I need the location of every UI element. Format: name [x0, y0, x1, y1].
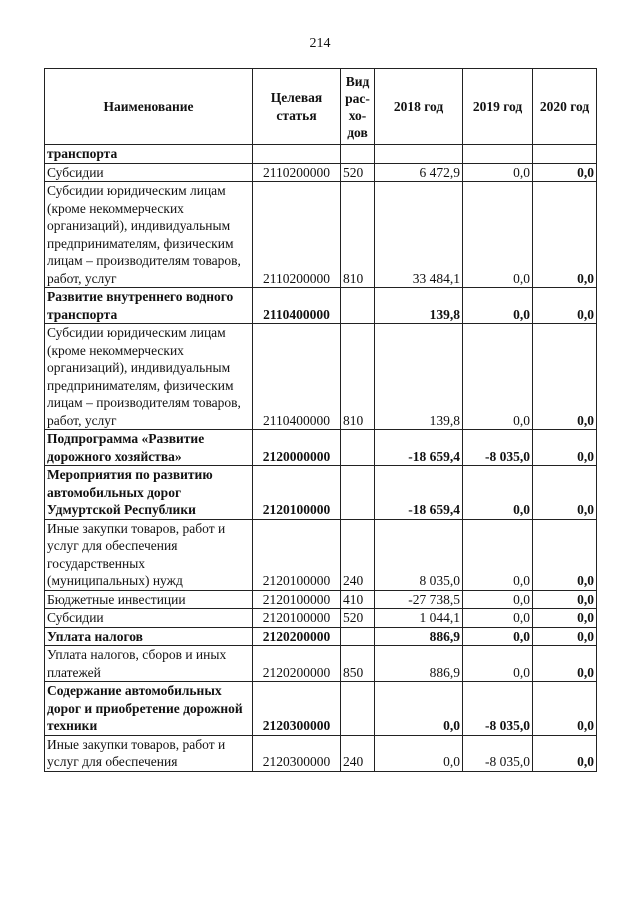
cell-vid: 810 — [341, 182, 375, 288]
cell-2019: 0,0 — [463, 627, 533, 646]
cell-2020: 0,0 — [533, 182, 597, 288]
cell-2020: 0,0 — [533, 646, 597, 682]
cell-vid: 240 — [341, 735, 375, 771]
table-row — [45, 324, 597, 430]
cell-2020: 0,0 — [533, 609, 597, 628]
cell-2020: 0,0 — [533, 430, 597, 466]
cell-2018: 8 035,0 — [375, 519, 463, 590]
header-name: Наименование — [45, 69, 253, 145]
cell-name: Развитие внутреннего водного транспорта — [45, 288, 253, 324]
cell-2019: -8 035,0 — [463, 735, 533, 771]
cell-2019: 0,0 — [463, 288, 533, 324]
table-row — [45, 466, 597, 520]
cell-2019: -8 035,0 — [463, 682, 533, 736]
cell-code: 2120300000 — [253, 735, 341, 771]
cell-2020: 0,0 — [533, 627, 597, 646]
header-2018: 2018 год — [375, 69, 463, 145]
cell-code — [253, 145, 341, 164]
cell-vid — [341, 682, 375, 736]
cell-2020: 0,0 — [533, 735, 597, 771]
cell-name: Содержание автомобильных дорог и приобретение дорожной техники — [45, 682, 253, 736]
header-2020: 2020 год — [533, 69, 597, 145]
cell-2018: 886,9 — [375, 627, 463, 646]
table-row — [45, 430, 597, 466]
cell-code: 2120100000 — [253, 609, 341, 628]
cell-vid: 520 — [341, 609, 375, 628]
cell-vid: 410 — [341, 590, 375, 609]
header-vid: Вид рас-хо-дов — [341, 69, 375, 145]
cell-2018: 139,8 — [375, 324, 463, 430]
cell-code: 2110400000 — [253, 324, 341, 430]
cell-name: Субсидии юридическим лицам (кроме некоммерческих организаций), индивидуальным предпринимателям, физическим лицам – производителям товаров, работ, услуг — [45, 324, 253, 430]
cell-2019: 0,0 — [463, 609, 533, 628]
cell-2019 — [463, 145, 533, 164]
cell-vid — [341, 430, 375, 466]
page-number: 214 — [309, 36, 331, 51]
header-2019: 2019 год — [463, 69, 533, 145]
cell-name: транспорта — [45, 145, 253, 164]
table-row — [45, 163, 597, 182]
table-row — [45, 609, 597, 628]
cell-name: Иные закупки товаров, работ и услуг для обеспечения государственных (муниципальных) нужд — [45, 519, 253, 590]
cell-code: 2120100000 — [253, 590, 341, 609]
cell-2019: 0,0 — [463, 466, 533, 520]
cell-2019: 0,0 — [463, 163, 533, 182]
table-row — [45, 735, 597, 771]
table-row — [45, 519, 597, 590]
table-row — [45, 590, 597, 609]
cell-name: Субсидии юридическим лицам (кроме некоммерческих организаций), индивидуальным предпринимателям, физическим лицам – производителям товаров, работ, услуг — [45, 182, 253, 288]
cell-2019: -8 035,0 — [463, 430, 533, 466]
cell-2019: 0,0 — [463, 324, 533, 430]
cell-2019: 0,0 — [463, 182, 533, 288]
cell-name: Уплата налогов, сборов и иных платежей — [45, 646, 253, 682]
cell-code: 2110200000 — [253, 163, 341, 182]
cell-2018 — [375, 145, 463, 164]
cell-2020: 0,0 — [533, 519, 597, 590]
cell-2020: 0,0 — [533, 288, 597, 324]
table-row — [45, 682, 597, 736]
table-row — [45, 182, 597, 288]
cell-2020: 0,0 — [533, 163, 597, 182]
table-row — [45, 145, 597, 164]
cell-2018: 6 472,9 — [375, 163, 463, 182]
cell-2019: 0,0 — [463, 646, 533, 682]
cell-2020 — [533, 145, 597, 164]
cell-vid: 240 — [341, 519, 375, 590]
cell-vid: 810 — [341, 324, 375, 430]
cell-code: 2120100000 — [253, 466, 341, 520]
table-row — [45, 288, 597, 324]
cell-code: 2110200000 — [253, 182, 341, 288]
cell-name: Мероприятия по развитию автомобильных дорог Удмуртской Республики — [45, 466, 253, 520]
cell-vid — [341, 288, 375, 324]
cell-name: Подпрограмма «Развитие дорожного хозяйства» — [45, 430, 253, 466]
cell-2020: 0,0 — [533, 682, 597, 736]
cell-2018: -18 659,4 — [375, 430, 463, 466]
cell-name: Иные закупки товаров, работ и услуг для обеспечения — [45, 735, 253, 771]
cell-code: 2110400000 — [253, 288, 341, 324]
cell-2019: 0,0 — [463, 519, 533, 590]
table-header-row — [45, 69, 597, 145]
cell-2018: 0,0 — [375, 735, 463, 771]
cell-2020: 0,0 — [533, 324, 597, 430]
header-code: Целевая статья — [253, 69, 341, 145]
cell-name: Субсидии — [45, 163, 253, 182]
cell-vid — [341, 627, 375, 646]
cell-name: Бюджетные инвестиции — [45, 590, 253, 609]
cell-name: Субсидии — [45, 609, 253, 628]
table-body — [45, 145, 597, 772]
cell-2018: 1 044,1 — [375, 609, 463, 628]
cell-name: Уплата налогов — [45, 627, 253, 646]
cell-code: 2120000000 — [253, 430, 341, 466]
cell-code: 2120100000 — [253, 519, 341, 590]
cell-2020: 0,0 — [533, 590, 597, 609]
cell-code: 2120200000 — [253, 627, 341, 646]
cell-code: 2120300000 — [253, 682, 341, 736]
cell-2018: 886,9 — [375, 646, 463, 682]
cell-2019: 0,0 — [463, 590, 533, 609]
cell-vid: 850 — [341, 646, 375, 682]
cell-2018: -27 738,5 — [375, 590, 463, 609]
cell-2018: 139,8 — [375, 288, 463, 324]
cell-2018: -18 659,4 — [375, 466, 463, 520]
cell-vid — [341, 466, 375, 520]
budget-table — [44, 68, 597, 772]
cell-2018: 33 484,1 — [375, 182, 463, 288]
table-row — [45, 627, 597, 646]
cell-2018: 0,0 — [375, 682, 463, 736]
cell-code: 2120200000 — [253, 646, 341, 682]
table-row — [45, 646, 597, 682]
cell-vid — [341, 145, 375, 164]
cell-vid: 520 — [341, 163, 375, 182]
cell-2020: 0,0 — [533, 466, 597, 520]
